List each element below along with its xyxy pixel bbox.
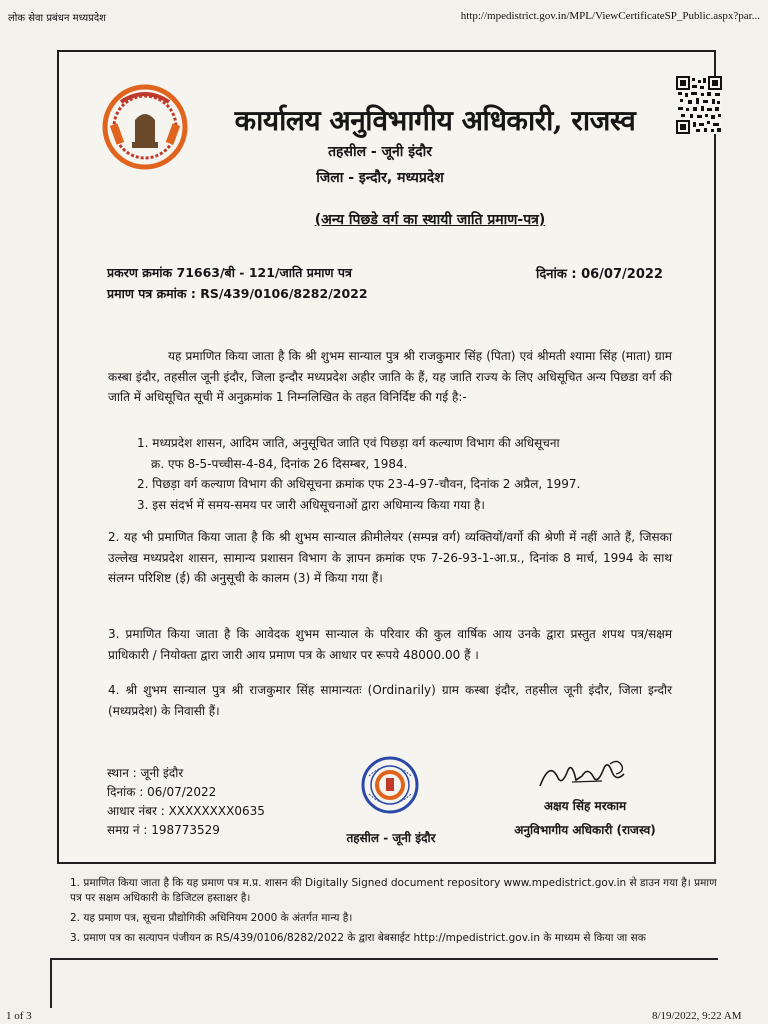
mp-state-emblem-icon	[99, 84, 191, 170]
office-title: कार्यालय अनुविभागीय अधिकारी, राजस्व	[234, 104, 636, 137]
issue-date-value: 06/07/2022	[581, 267, 663, 282]
certificate-number-label: प्रमाण पत्र क्रमांक :	[107, 286, 196, 301]
bottom-frame-edge	[50, 958, 52, 1008]
case-number-line	[107, 264, 467, 281]
portal-name: लोक सेवा प्रबंधन मध्यप्रदेश	[8, 13, 106, 24]
certification-paragraph-4: 4. श्री शुभम सान्याल पुत्र श्री राजकुमार सिंह सामान्यतः (Ordinarily) ग्राम कस्बा इंदौर, तहसील जूनी इंदौर, जिला इन्दौर (मध्यप्रदेश) के निवासी हैं।	[108, 683, 672, 718]
aadhar-line: आधार नंबर : XXXXXXXX0635	[107, 804, 265, 818]
list-item: 2. पिछड़ा वर्ग कल्याण विभाग की अधिसूचना क्रमांक एफ 23-4-97-चौवन, दिनांक 2 अप्रैल, 1997.	[137, 477, 581, 491]
issue-date-label: दिनांक :	[536, 267, 577, 282]
issue-date-line	[536, 264, 686, 282]
list-item: 1. मध्यप्रदेश शासन, आदिम जाति, अनुसूचित जाति एवं पिछड़ा वर्ग कल्याण विभाग की अधिसूचना	[137, 436, 560, 450]
officer-name: अक्षय सिंह मरकाम	[543, 799, 627, 813]
district-line: जिला - इन्दौर, मध्यप्रदेश	[316, 170, 444, 186]
footnote-1: 1. प्रमाणित किया जाता है कि यह प्रमाण पत्र म.प्र. शासन की Digitally Signed document repository www.mpedistrict.gov.in से डाउन गया है। प्रमाण पत्र पर सक्षम अधिकारी के डिजिटल हस्ताक्षर है।	[70, 877, 717, 904]
qr-code-icon	[676, 76, 722, 134]
certification-paragraph-1: यह प्रमाणित किया जाता है कि श्री शुभम सान्याल पुत्र श्री राजकुमार सिंह (पिता) एवं श्रीमती श्यामा सिंह (माता) ग्राम कस्बा इंदौर, तहसील जूनी इंदौर, जिला इन्दौर मध्यप्रदेश अहीर जाति के हैं, यह जाति राज्य के लिए अधिसूचित अन्य पिछडा वर्ग की जाति में अधिसूचित सूची में अनुक्रमांक 1 निम्नलिखित के तहत विनिर्दिष्ट की गई है:-	[108, 349, 672, 404]
certificate-number-line	[107, 285, 467, 302]
bottom-frame-divider	[50, 958, 718, 960]
certificate-title: (अन्य पिछडे वर्ग का स्थायी जाति प्रमाण-पत्र)	[314, 212, 546, 228]
place-line: स्थान : जूनी इंदौर	[107, 766, 184, 780]
certification-paragraph-2: 2. यह भी प्रमाणित किया जाता है कि श्री शुभम सान्याल क्रीमीलेयर (सम्पन्न वर्ग) व्यक्तियों/वर्गो की श्रेणी में नहीं आते हैं, जिसका उल्लेख मध्यप्रदेश शासन, सामान्य प्रशासन विभाग के ज्ञापन क्रमांक एफ 7-26-93-1-आ.प्र., दिनांक 8 मार्च, 1994 के साथ संलग्न परिशिष्ट (ई) की अनुसूची के कालम (3) में किया गया हैं।	[108, 530, 672, 585]
sign-date-line: दिनांक : 06/07/2022	[107, 785, 217, 799]
signature-icon	[532, 756, 652, 796]
footnote-2: 2. यह प्रमाण पत्र, सूचना प्रौद्योगिकी अधिनियम 2000 के अंतर्गत मान्य है।	[70, 912, 353, 924]
case-number-value: 71663/बी - 121/जाति प्रमाण पत्र	[176, 265, 352, 280]
tehsil-seal-icon	[361, 756, 419, 814]
list-item: 3. इस संदर्भ में समय-समय पर जारी अधिसूचनाओं द्वारा अधिमान्य किया गया है।	[137, 497, 485, 512]
print-timestamp: 8/19/2022, 9:22 AM	[652, 1010, 742, 1022]
page-url[interactable]: http://mpedistrict.gov.in/MPL/ViewCertificateSP_Public.aspx?par...	[460, 10, 760, 22]
officer-title: अनुविभागीय अधिकारी (राजस्व)	[514, 823, 656, 837]
tehsil-line: तहसील - जूनी इंदौर	[328, 144, 432, 160]
case-number-label: प्रकरण क्रमांक	[107, 265, 173, 280]
page-count: 1 of 3	[6, 1010, 32, 1022]
certificate-number-value: RS/439/0106/8282/2022	[200, 286, 368, 301]
browser-print-header	[8, 10, 760, 28]
samagra-line: समग्र नं : 198773529	[107, 823, 220, 837]
list-item: क्र. एफ 8-5-पच्चीस-4-84, दिनांक 26 दिसम्बर, 1984.	[151, 456, 408, 471]
footnote-3: 3. प्रमाण पत्र का सत्यापन पंजीयन क्र RS/439/0106/8282/2022 के द्वारा बेबसाईट http://mpedistrict.gov.in के माध्यम से किया जा सक	[70, 932, 646, 944]
certification-paragraph-3: 3. प्रमाणित किया जाता है कि आवेदक शुभम सान्याल के परिवार की कुल वार्षिक आय उनके द्वारा प्रस्तुत शपथ पत्र/सक्षम प्राधिकारी / नियोक्ता द्वारा जारी आय प्रमाण पत्र के आधार पर रूपये 48000.00 हैं ।	[108, 627, 672, 662]
notification-list	[137, 433, 677, 515]
seal-caption: तहसील - जूनी इंदौर	[346, 831, 436, 845]
